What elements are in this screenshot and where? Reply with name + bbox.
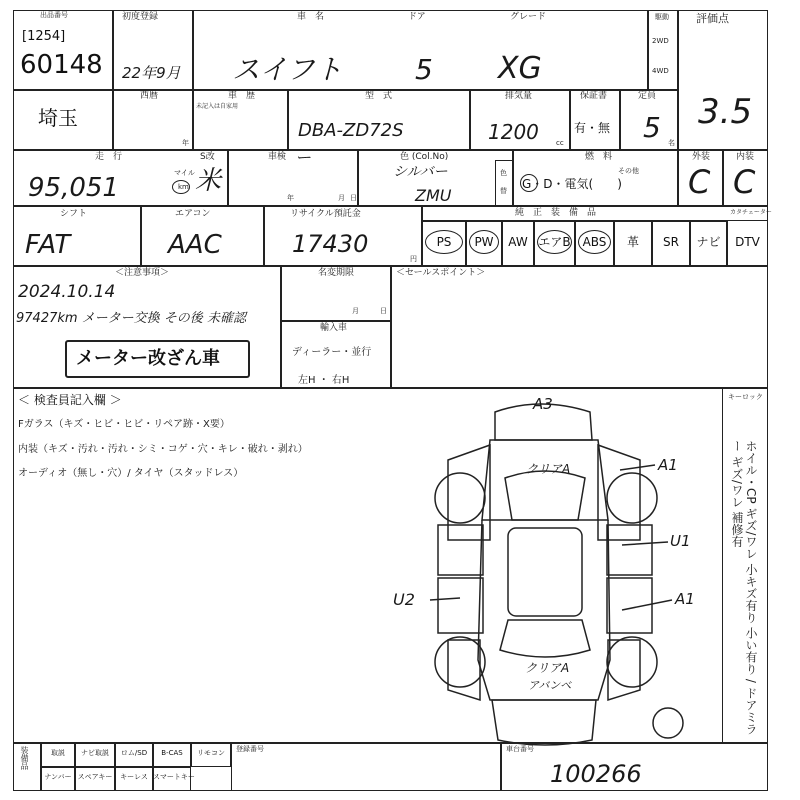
name-change-label: 名変期限 — [318, 268, 355, 278]
interior-value: C — [733, 163, 756, 201]
fuel-value: G・D・電気( ) — [522, 177, 622, 191]
mileage-unit-mile: マイル — [174, 169, 195, 177]
equip-item: ABS — [582, 235, 607, 249]
inspection-label: 車検 — [268, 152, 287, 162]
fuel-other: その他 — [618, 167, 639, 175]
footer-item: 取説 — [51, 749, 65, 757]
color-code: ZMU — [415, 186, 452, 205]
left-rear-door — [438, 578, 483, 633]
footer-item: ロム/SD — [120, 749, 148, 757]
drive-4wd: 4WD — [652, 67, 669, 75]
mileage-unit-km: km — [178, 183, 189, 191]
fuel-label: 燃 料 — [585, 152, 613, 162]
spare-tire — [653, 708, 683, 738]
mileage-label: 走 行 — [95, 152, 123, 162]
color-change2: 替 — [500, 187, 507, 195]
equip-item: PS — [436, 235, 452, 249]
footer-item: キーレス — [120, 773, 148, 781]
chassis-label: 車台番号 — [506, 745, 534, 753]
year-label: 西暦 — [140, 91, 159, 101]
a1-top-leader — [620, 465, 655, 470]
pref-value: 埼玉 — [38, 106, 78, 130]
shift-label: シフト — [60, 209, 88, 219]
equip-item: DTV — [735, 235, 760, 249]
meter-label: S改 — [200, 152, 215, 162]
note-line2: 97427km メーター交換 その後 未確認 — [16, 311, 246, 326]
sales-point-label: ＜セールスポイント＞ — [396, 268, 486, 278]
footer-item: スペアキー — [77, 773, 113, 781]
lot-label: 出品番号 — [40, 11, 68, 19]
history-label: 車 歴 — [228, 91, 256, 101]
warranty-value: 有・無 — [574, 121, 611, 135]
key-label: キーロック — [728, 393, 763, 401]
capacity-label: 定員 — [638, 91, 657, 101]
exterior-value: C — [688, 163, 711, 201]
checklist-label: 装備品 — [20, 746, 29, 770]
mark-a1-right-bottom: A1 — [675, 590, 695, 608]
door-value: 5 — [415, 53, 433, 86]
score-value: 3.5 — [698, 92, 753, 132]
capacity-value: 5 — [643, 111, 661, 144]
equip-item: エアB — [538, 235, 571, 249]
right-rear-quarter — [608, 640, 640, 700]
mark-a1-right-top: A1 — [658, 456, 678, 474]
mark-clear-rear: クリアA — [525, 661, 570, 675]
side-note: ホイル・CP ギズ/ワレ 小キズ有り 小い有り / ドアミラー ギズ/ワレ 補修有 — [730, 440, 758, 735]
reg-number-box — [231, 743, 501, 791]
color-change: 色 — [500, 169, 507, 177]
model-value: DBA-ZD72S — [298, 120, 404, 141]
roof — [508, 528, 582, 616]
mark-u2-left: U2 — [393, 590, 415, 609]
exterior-label: 外装 — [692, 152, 711, 162]
displacement-label: 排気量 — [505, 91, 533, 101]
drive-2wd: 2WD — [652, 37, 669, 45]
rear-left-wheel — [435, 637, 485, 687]
score-label: 評価点 — [696, 12, 729, 25]
footer-item: ナンバー — [44, 773, 72, 781]
day-label: 日 — [380, 307, 387, 315]
inspection-value: ー — [295, 148, 312, 167]
left-rear-quarter — [448, 640, 480, 700]
month-label: 月 — [352, 307, 359, 315]
rear-right-wheel — [607, 637, 657, 687]
import-option2: 左H ・ 右H — [298, 375, 350, 386]
capacity-unit: 名 — [668, 139, 675, 147]
equip-label: 純 正 装 備 品 — [515, 208, 597, 218]
mark-u1-right: U1 — [670, 532, 691, 550]
first-reg-label: 初度登録 — [122, 12, 159, 22]
lot-sub: [1254] — [22, 29, 66, 44]
inspection-year: 年 — [287, 194, 294, 202]
history-note: 未記入は自家用 — [196, 103, 239, 110]
caution-label: ＜注意事項＞ — [115, 268, 170, 278]
displacement-value: 1200 — [488, 120, 539, 144]
front-left-wheel — [435, 473, 485, 523]
color-label: 色 (Col.No) — [400, 152, 449, 162]
inspection-month: 月 — [338, 194, 345, 202]
car-name-value: スイフト — [232, 53, 343, 86]
rear-bumper — [492, 700, 596, 745]
left-front-door — [438, 525, 483, 575]
rear-window — [500, 620, 590, 657]
car-name-label: 車 名 — [297, 12, 325, 22]
first-reg-value: 22年9月 — [122, 64, 181, 82]
mileage-value: 95,051 — [28, 173, 119, 203]
grade-value: XG — [498, 51, 542, 86]
drive-label: 駆動 — [655, 13, 669, 21]
equip-item: PW — [474, 235, 494, 249]
mark-a3-top: A3 — [533, 395, 553, 413]
reg-number-label: 登録番号 — [236, 745, 264, 753]
right-front-door — [607, 525, 652, 575]
displacement-unit: cc — [556, 139, 564, 147]
a1-bottom-leader — [622, 600, 672, 610]
lot-number: 60148 — [20, 50, 103, 80]
interior-line: 内装（キズ・汚れ・汚れ・シミ・コゲ・穴・キレ・破れ・剥れ） — [18, 444, 308, 455]
recycle-unit: 円 — [410, 255, 417, 263]
inspection-day: 日 — [350, 194, 357, 202]
import-label: 輸入車 — [320, 323, 348, 333]
hood — [482, 440, 608, 520]
front-right-wheel — [607, 473, 657, 523]
glass-line: Fガラス（キズ・ヒビ・ヒビ・リペア跡・X要） — [18, 419, 230, 430]
footer-item: リモコン — [197, 749, 225, 757]
ac-label: エアコン — [175, 209, 211, 219]
equip-item: SR — [663, 235, 679, 249]
door-label: ドア — [408, 12, 426, 22]
warranty-label: 保証書 — [580, 91, 608, 101]
mileage-mark: 米 — [195, 166, 222, 196]
stamp-text: メーター改ざん車 — [76, 348, 220, 369]
u2-leader — [430, 598, 460, 600]
footer-item: B-CAS — [161, 749, 183, 757]
audio-line: オーディオ（無し・穴）/ タイヤ（スタッドレス） — [18, 468, 244, 479]
ac-value: AAC — [168, 230, 222, 260]
import-option1: ディーラー・並行 — [292, 347, 372, 358]
equip-item: 革 — [626, 235, 639, 249]
windshield — [505, 471, 585, 520]
color-value: シルバー — [393, 164, 448, 180]
equip-item: ナビ — [696, 235, 721, 249]
equip-item: AW — [508, 235, 528, 249]
shift-value: FAT — [25, 230, 71, 260]
grade-label: グレード — [510, 12, 547, 22]
model-label: 型 式 — [365, 91, 393, 101]
interior-label: 内装 — [736, 152, 755, 162]
u1-leader — [622, 542, 668, 545]
footer-item: スマートキー — [153, 773, 195, 781]
inspection-title: ＜ 検査員記入欄 ＞ — [18, 393, 122, 407]
catalog-label: カタチェーター — [730, 209, 772, 216]
recycle-label: リサイクル預託金 — [290, 209, 361, 219]
chassis-value: 100266 — [550, 760, 642, 788]
note-line1: 2024.10.14 — [18, 282, 116, 302]
mark-clear-front: クリアA — [526, 462, 571, 476]
mark-rear-extra: アバンベ — [528, 679, 572, 692]
footer-item: ナビ取説 — [81, 749, 109, 757]
recycle-value: 17430 — [292, 230, 369, 258]
year-suffix: 年 — [182, 139, 189, 147]
